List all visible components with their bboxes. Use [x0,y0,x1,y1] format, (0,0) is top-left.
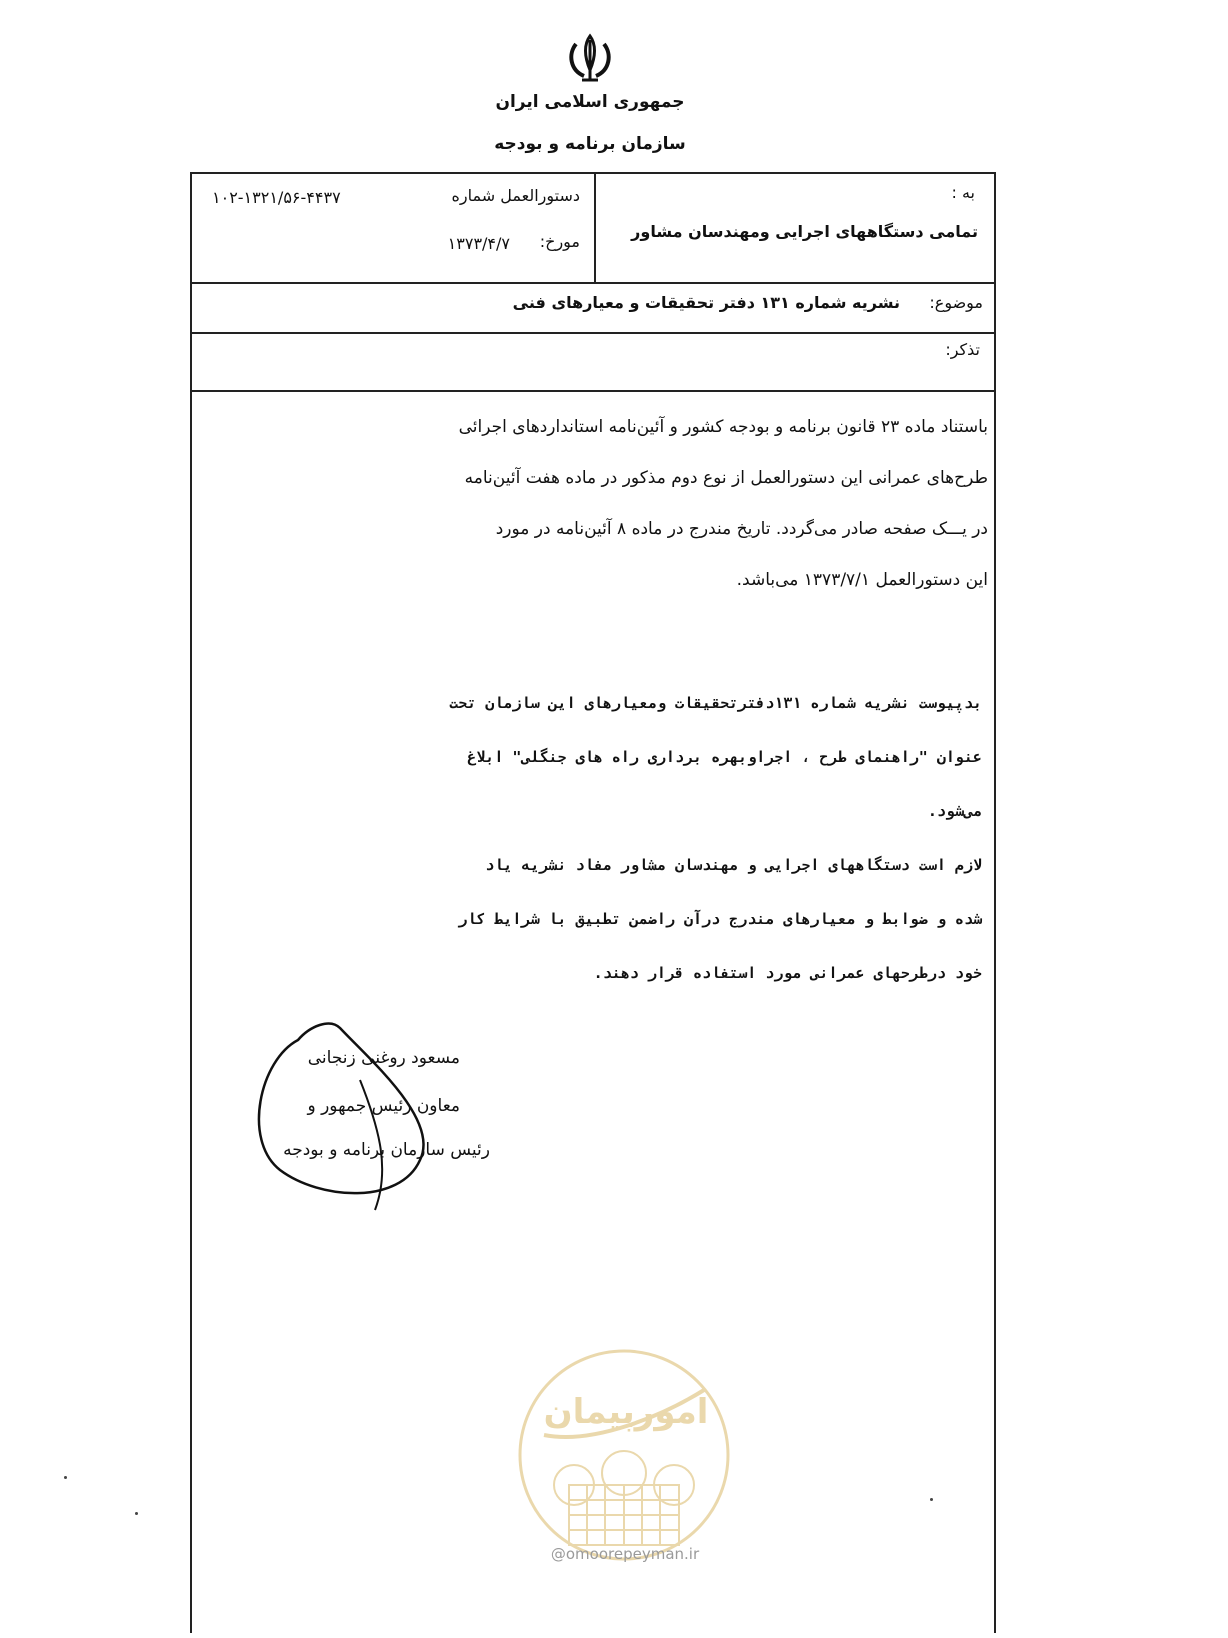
table-divider [192,390,994,392]
number-value: ۱۰۲-۱۳۲۱/۵۶-۴۴۳۷ [212,188,341,207]
signatory-title-1: معاون رئیس جمهور و [307,1096,460,1116]
scan-speck [135,1512,138,1515]
body-line: خود درطرحهای عمرانی مورد استفاده قرار دهند. [593,964,982,982]
table-column-divider [594,174,596,282]
scan-speck [930,1498,933,1501]
note-label: تذکر: [945,340,980,359]
number-label: دستورالعمل شماره [451,186,580,205]
subject-label: موضوع: [929,293,983,312]
body-line: طرح‌های عمرانی این دستورالعمل از نوع دوم مذکور در ماده هفت آئین‌نامه [464,468,988,488]
scan-speck [64,1476,67,1479]
date-value: ۱۳۷۳/۴/۷ [447,234,510,253]
date-label: مورخ: [539,232,580,251]
to-label: به : [951,183,975,202]
body-line: لازم است دستگاههای اجرایی و مهندسان مشاور مفاد نشریه یاد [485,856,982,874]
body-line: شده و ضوابط و معیارهای مندرج درآن راضمن تطبیق با شرایط کار [458,910,982,928]
body-line: باستناد ماده ۲۳ قانون برنامه و بودجه کشور و آئین‌نامه استانداردهای اجرائی [458,417,988,437]
table-divider [192,282,994,284]
body-line: عنوان "راهنمای طرح ، اجراوبهره برداری راه های جنگلی" ابلاغ [467,748,982,766]
watermark-url: @omoorepeyman.ir [550,1545,700,1563]
country-name: جمهوری اسلامی ایران [495,92,685,112]
body-line: بدپیوست نشریه شماره ۱۳۱دفترتحقیقات ومعیارهای این سازمان تحت [449,694,982,712]
iran-emblem-icon [562,30,618,86]
watermark-emblem-text: امورپیمان [543,1392,709,1432]
body-line: این دستورالعمل ۱۳۷۳/۷/۱ می‌باشد. [736,570,988,590]
table-divider [192,332,994,334]
organization-name: سازمان برنامه و بودجه [494,134,686,154]
body-line: می‌شود. [927,802,982,820]
signatory-title-2: رئیس سازمان برنامه و بودجه [283,1140,490,1160]
body-paragraph-1 [216,402,988,606]
omoorepeyman-logo-icon [514,1345,734,1565]
subject-value: نشریه شماره ۱۳۱ دفتر تحقیقات و معیارهای فنی [512,293,900,312]
signatory-name: مسعود روغنی زنجانی [307,1048,460,1068]
body-line: در یـــک صفحه صادر می‌گردد. تاریخ مندرج در ماده ۸ آئین‌نامه در مورد [495,519,988,539]
to-value: تمامی دستگاههای اجرایی ومهندسان مشاور [631,222,978,241]
body-paragraph-2 [230,676,982,1000]
